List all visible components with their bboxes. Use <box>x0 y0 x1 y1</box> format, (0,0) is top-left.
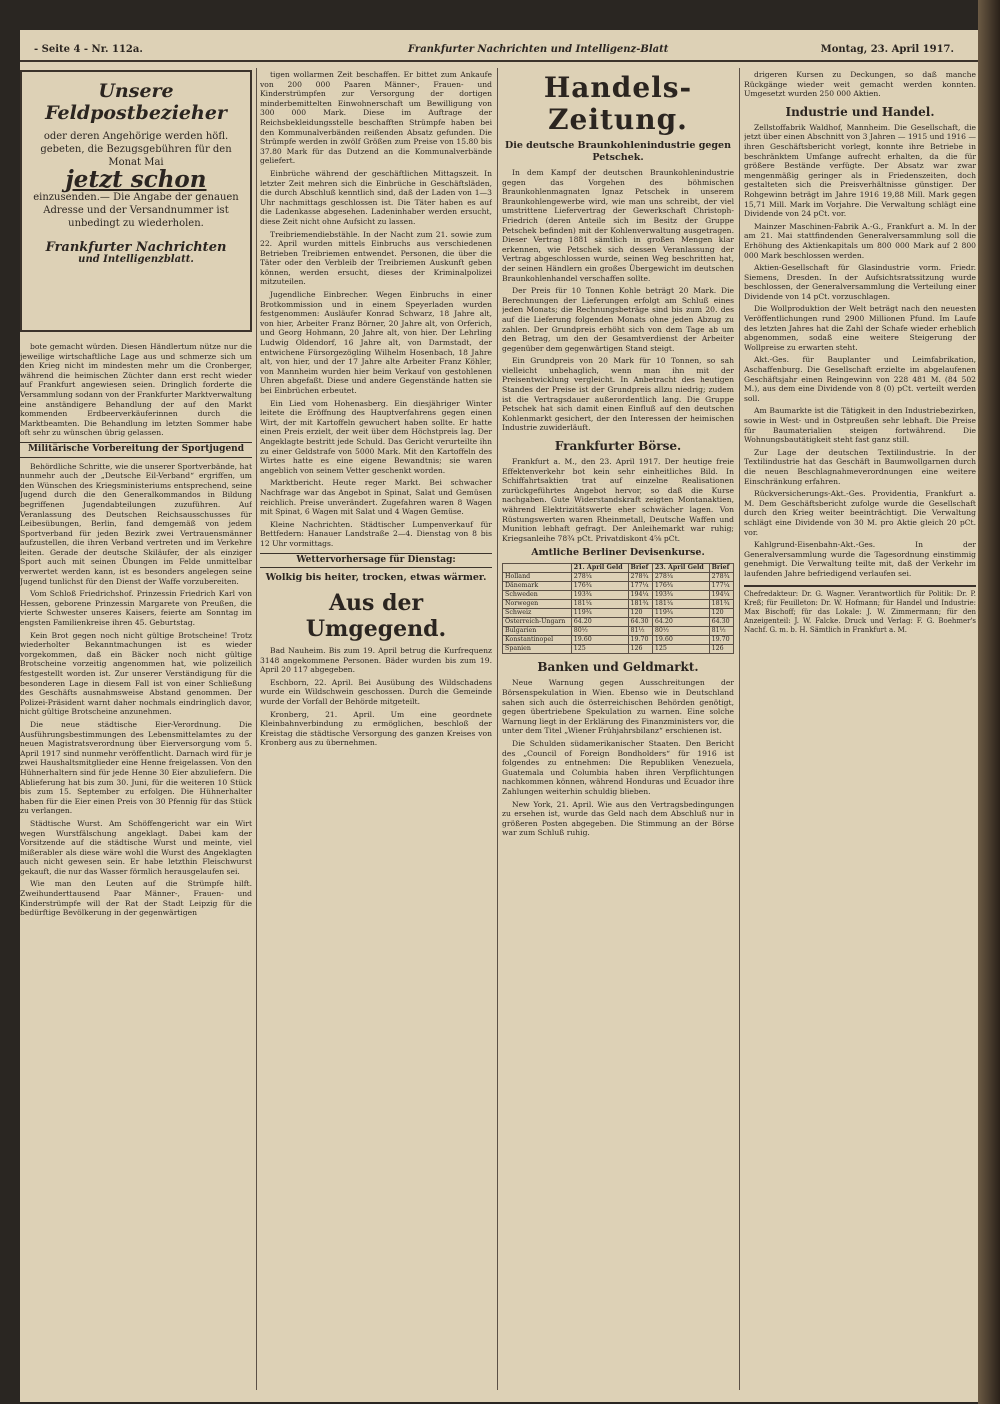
article-paragraph: Frankfurt a. M., den 23. April 1917. Der heutige freie Effektenverkehr bot kein sehr einheitliches Bild. In Schiffahrtsaktien trat auf einzelne Realisationen zurückgeführtes Angebot hervor, so daß die Kurse nachgaben. Gute Widerstandskraft zeigten Montanaktien, während Elektrizitätswerte eher schwächer lagen. Von Rüstungswerten waren Rheinmetall, Deutsche Waffen und Munition lebhaft gefragt. Der Anleihemarkt war ruhig; Kriegsanleihe 78¾ pCt. Privatdiskont 4⅝ pCt. <box>502 457 734 543</box>
article-paragraph: Ein Lied vom Hohenasberg. Ein diesjähriger Winter leitete die Eröffnung des Hauptverfahrens gegen einen Wirt, der mit Kartoffeln gewuchert haben sollte. Er hatte einen Preis erzielt, der weit über dem Höchstpreis lag. Der Angeklagte bestritt jede Schuld. Das Gericht verurteilte ihn zu einer Geldstrafe von 5000 Mark. Mit den Kartoffeln des Wirtes hatte es eine eigene Bewandtnis; sie waren angeblich von seinem Vetter geschenkt worden. <box>260 398 492 475</box>
table-cell: 193¾ <box>652 591 709 600</box>
table-row <box>503 618 734 627</box>
subscription-ad <box>20 70 252 332</box>
table-cell: 81½ <box>709 627 733 636</box>
table-header-cell: Brief <box>628 564 652 573</box>
article-paragraph: Die Wollproduktion der Welt beträgt nach den neuesten Veröffentlichungen rund 2900 Millionen Pfund. Im Laufe des letzten Jahres hat die Zahl der Schafe wieder erheblich abgenommen, sodaß eine weitere Steigerung der Wollpreise zu erwarten steht. <box>744 304 976 352</box>
article-heading-banken: Banken und Geldmarkt. <box>537 660 699 675</box>
masthead: Frankfurter Nachrichten und Intelligenz-Blatt <box>408 44 669 55</box>
table-header-cell <box>503 564 572 573</box>
table-body <box>503 573 734 654</box>
table-header-cell: Brief <box>709 564 733 573</box>
table-cell: 120 <box>709 609 733 618</box>
table-cell: Dänemark <box>503 582 572 591</box>
article-paragraph: Aktien-Gesellschaft für Glasindustrie vorm. Friedr. Siemens, Dresden. In der Aufsichtsratssitzung wurde beschlossen, der Generalversammlung die Verteilung einer Dividende von 14 pCt. vorzuschlagen. <box>744 263 976 301</box>
article-paragraph: Treibriemendiebstähle. In der Nacht zum 21. sowie zum 22. April wurden mittels Einbruchs aus verschiedenen Betrieben Treibriemen entwendet. Personen, die über die Täter oder den Verbleib der Treibriemen Auskunft geben können, werden ersucht, dieses der Kriminalpolizei mitzuteilen. <box>260 229 492 287</box>
table-cell: 278¼ <box>652 573 709 582</box>
article-heading: Militärische Vorbereitung der Sportjugend <box>20 442 252 458</box>
article-paragraph: Mainzer Maschinen-Fabrik A.-G., Frankfurt a. M. In der am 21. Mai stattfindenden Generalversammlung soll die Erhöhung des Aktienkapitals um 800 000 Mark auf 2 800 000 Mark beschlossen werden. <box>744 221 976 260</box>
section-heading-umgegend: Aus der Umgegend. <box>305 590 447 643</box>
article-paragraph: Bad Nauheim. Bis zum 19. April betrug die Kurfrequenz 3148 angekommene Personen. Bäder wurden bis zum 19. April 20 117 abgegeben. <box>260 646 492 675</box>
table-cell: 176¾ <box>652 582 709 591</box>
article-paragraph: Vom Schloß Friedrichshof. Prinzessin Friedrich Karl von Hessen, geborene Prinzessin Margarete von Preußen, die vierte Schwester unseres Kaisers, feierte am Sonntag im engsten Familienkreise ihren 45. Geburtstag. <box>20 589 252 628</box>
article-paragraph: Ein Grundpreis von 20 Mark für 10 Tonnen, so sah vielleicht unbehaglich, wenn man ihn mit der Preisentwicklung vergleicht. In Anbetracht des heutigen Standes der Preise ist der Grundpreis allzu niedrig; zudem ist die Vertragsdauer außerordentlich lang. Die Gruppe Petschek hat sich damit einen Einfluß auf den deutschen Kohlenmarkt gesichert, der den Interessen der heimischen Industrie zuwiderläuft. <box>502 356 734 433</box>
table-row <box>503 573 734 582</box>
column-3 <box>502 70 734 1390</box>
table-row <box>503 627 734 636</box>
ad-signature-sub: und Intelligenzblatt. <box>78 253 194 265</box>
table-cell: 126 <box>709 645 733 654</box>
table-cell: 125 <box>571 645 628 654</box>
table-header-row <box>503 564 734 573</box>
weather-heading: Wettervorhersage für Dienstag: <box>260 553 492 569</box>
table-cell: 177¼ <box>628 582 652 591</box>
newspaper-page <box>20 30 980 1402</box>
table-cell: 126 <box>628 645 652 654</box>
page-edge-shadow <box>978 0 1000 1404</box>
table-cell: 181¼ <box>571 600 628 609</box>
table-cell: 64.20 <box>571 618 628 627</box>
ad-signature: Frankfurter Nachrichten <box>45 239 227 255</box>
table-cell: 194¼ <box>628 591 652 600</box>
article-heading-boerse: Frankfurter Börse. <box>554 439 682 454</box>
table-cell: 181¼ <box>652 600 709 609</box>
table-row <box>503 645 734 654</box>
table-cell: 80½ <box>571 627 628 636</box>
table-cell: 119¾ <box>571 609 628 618</box>
article-paragraph: Städtische Wurst. Am Schöffengericht war ein Wirt wegen Wurstfälschung angeklagt. Dabei kam der Vorsitzende auf die städtische Wurst und meinte, viel mißerabler als diese wäre wohl die Wurst des Angeklagten auch nicht gewesen sein. Er habe letzthin Fleischwurst gekauft, die nur das Wasser förmlich herausgelaufen sei. <box>20 818 252 876</box>
article-paragraph: Wie man den Leuten auf die Strümpfe hilft. Zweihunderttausend Paar Männer-, Frauen- und Kinderstrümpfe will der Rat der Stadt Leipzig für die bedürftige Bevölkerung in der gegenwärtigen <box>20 879 252 918</box>
column-2 <box>260 70 492 1390</box>
table-cell: 19.60 <box>571 636 628 645</box>
article-paragraph: Die Schulden südamerikanischer Staaten. Den Bericht des „Council of Foreign Bondholders“ für 1916 ist folgendes zu entnehmen: Die Republiken Venezuela, Guatemala und Columbia haben ihren Verpflichtungen nachkommen können, während Honduras und Ecuador ihre Zahlungen weiterhin schuldig blieben. <box>502 738 734 796</box>
article-paragraph: drigeren Kursen zu Deckungen, so daß manche Rückgänge wieder weit gemacht werden konnten. Umgesetzt wurden 250 000 Aktien. <box>744 70 976 99</box>
column-divider <box>739 68 740 1390</box>
weather-forecast: Wolkig bis heiter, trocken, etwas wärmer. <box>265 572 487 584</box>
article-paragraph: bote gemacht würden. Diesen Händlertum nütze nur die jeweilige wirtschaftliche Lage aus und schmerze sich um den Krieg nicht im mindesten mehr um die Cronberger, während die heimischen Züchter dann erst recht wieder auf Frankfurt angewiesen seien. Dringlich forderte die Versammlung sodann von der Frankfurter Marktverwaltung eine anständigere Behandlung der auf den Markt kommenden Erdbeerverkäuferinnen durch die Marktbeamten. Die Behandlung im letzten Sommer habe oft sehr zu wünschen übrig gelassen. <box>20 342 252 438</box>
article-paragraph: Behördliche Schritte, wie die unserer Sportverbände, hat nunmehr auch der „Deutsche Eil-Verband“ ergriffen, um den Wünschen des Kriegsministeriums entsprechend, seine Jugend durch die den Generalkommandos in Bildung begriffenen Jugendabteilungen zuzuführen. Auf Veranlassung des Deutschen Reichsausschusses für Leibesübungen, Berlin, fand demgemäß von jedem Sportverband für jeden Bezirk zwei Vertrauensmänner aufzustellen, die ihren Verband vertreten und im Verkehre leiten. Gerade der deutsche Skiläufer, der als einziger Sport auch mit seinen Übungen im Felde unmittelbar verwertet werden kann, ist es besonders angelegen seine Jugend tunlichst für den Dienst der Waffe vorzubereiten. <box>20 461 252 586</box>
table-cell: 19.70 <box>628 636 652 645</box>
article-paragraph: Eschborn, 22. April. Bei Ausübung des Wildschadens wurde ein Wildschwein geschossen. Durch die Gemeinde wurde der Vorfall der Behörde mitgeteilt. <box>260 677 492 707</box>
article-paragraph: Kahlgrund-Eisenbahn-Akt.-Ges. In der Generalversammlung wurde die Tagesordnung einstimmig genehmigt. Die Verwaltung teilte mit, daß der Verkehr im laufenden Jahre befriedigend verlaufen sei. <box>744 540 976 578</box>
table-cell: Schweden <box>503 591 572 600</box>
ad-highlight: jetzt schon <box>65 166 207 193</box>
article-paragraph: Kein Brot gegen noch nicht gültige Brotscheine! Trotz wiederholter Bekanntmachungen ist es wieder vorgekommen, daß ein Bäcker noch nicht gültige Brotscheine vorzeitig angenommen hat, wie polizeilich festgestellt worden ist. Zur unserer Verständigung für die besonderen Lage in diesem Fall ist von einer Schließung des Geschäfts ausnahmsweise Abstand genommen. Der Polizei-Präsident warnt daher nochmals eindringlich davor, nicht gültige Brotscheine anzunehmen. <box>20 630 252 717</box>
article-paragraph: Zellstoffabrik Waldhof, Mannheim. Die Gesellschaft, die jetzt über einen Abschnitt von 3 Jahren — 1915 und 1916 — ihren Geschäftsbericht vorlegt, konnte ihre Betriebe in beschränktem Umfange aufrecht erhalten, da die für größere Bestände verfügte. Der Absatz war zwar mengenmäßig geringer als in Friedenszeiten, doch gestalteten sich die Preisverhältnisse günstiger. Der Rohgewinn beträgt im Jahre 1916 19,88 Mill. Mark gegen 15,71 Mill. Mark im Vorjahre. Die Verwaltung schlägt eine Dividende von 24 pCt. vor. <box>744 122 976 219</box>
article-heading: Die deutsche Braunkohlenindustrie gegen Petschek. <box>504 140 731 163</box>
section-heading-industrie: Industrie und Handel. <box>785 104 935 119</box>
ad-text: einzusenden.— Die Angabe der genauen Adresse und der Versandnummer ist unbedingt zu wiederholen. <box>33 191 239 229</box>
article-paragraph: tigen wollarmen Zeit beschaffen. Er bittet zum Ankaufe von 200 000 Paaren Männer-, Frauen- und Kinderstrümpfen zur Versorgung der dortigen minderbemittelten Einwohnerschaft um Bewilligung von 300 000 Mark. Diese im Auftrage der Reichsbekleidungsstelle beschafften Strümpfe haben bei den Kommunalverbänden reißenden Absatz gefunden. Die Strümpfe werden in zwölf Größen zum Preise von 15.80 bis 37.80 Mark für das Dutzend an die Kommunalverbände geliefert. <box>260 70 492 166</box>
table-cell: Spanien <box>503 645 572 654</box>
article-paragraph: Am Baumarkte ist die Tätigkeit in den Industriebezirken, sowie in West- und in Ostpreußen sehr lebhaft. Die Preise für Baumaterialien steigen fortwährend. Die Wohnungsbautätigkeit steht fast ganz still. <box>744 406 976 445</box>
table-row <box>503 582 734 591</box>
table-cell: Schweiz <box>503 609 572 618</box>
table-row <box>503 600 734 609</box>
column-4 <box>744 70 976 1390</box>
exchange-rate-table <box>502 563 734 654</box>
imprint: Chefredakteur: Dr. G. Wagner. Verantwortlich für Politik: Dr. P. Kreß; für Feuilleton: Dr. W. Hofmann; für Handel und Industrie: Max Bischoff; für das Lokale: J. W. Zimmermann; für den Anzeigenteil: J. W. Falcke. Druck und Verlag: F. G. Boehmer's Nachf. G. m. b. H. Sämtlich in Frankfurt a. M. <box>744 585 976 635</box>
ad-text: oder deren Angehörige werden höfl. gebeten, die Bezugsgebühren für den Monat Mai <box>40 131 232 168</box>
table-cell: 193¾ <box>571 591 628 600</box>
article-paragraph: In dem Kampf der deutschen Braunkohlenindustrie gegen das Vorgehen des böhmischen Braunkohlenmagnaten Ignaz Petschek in unserem Braunkohlengewerbe wird, wie man uns schreibt, der viel umstrittene Liefervertrag der Gewerkschaft Christoph-Friedrich (deren Anteile sich im Besitz der Gruppe Petschek befinden) mit der Kohlenverwaltung ausgetragen. Dieser Vertrag 1881 sämtlich in großen Mengen klar erkennen, wie Petschek sich dessen Veranlassung der Vertrag abgeschlossen wurde, seinen Weg beschritten hat, der seinen Händlern ein großes Übergewicht im deutschen Braunkohlenhandel verschaffen sollte. <box>502 168 734 283</box>
ad-title: Unsere Feldpostbezieher <box>45 80 227 124</box>
table-cell: 120 <box>628 609 652 618</box>
article-paragraph: Marktbericht. Heute reger Markt. Bei schwacher Nachfrage war das Angebot in Spinat, Salat und Gemüsen reichlich. Preise unverändert. Zugefahren waren 8 Wagen mit Spinat, 6 Wagen mit Salat und 4 Wagen Gemüse. <box>260 478 492 517</box>
table-cell: 177¼ <box>709 582 733 591</box>
table-cell: 194¼ <box>709 591 733 600</box>
article-paragraph: Einbrüche während der geschäftlichen Mittagszeit. In letzter Zeit mehren sich die Einbrüche in Geschäftsläden, die durch Abschluß kenntlich sind, daß der Laden von 1—3 Uhr nachmittags geschlossen ist. Die Täter haben es auf die Ladenkasse abgesehen. Ladeninhaber werden ersucht, diese Zeit nicht ohne Aufsicht zu lassen. <box>260 168 492 226</box>
article-paragraph: New York, 21. April. Wie aus den Vertragsbedingungen zu ersehen ist, wurde das Geld nach dem Abschluß nur in größeren Posten abgegeben. Die Stimmung an der Börse war zum Schluß ruhig. <box>502 799 734 838</box>
article-paragraph: Akt.-Ges. für Bauplanter und Leimfabrikation, Aschaffenburg. Die Gesellschaft erzielte im abgelaufenen Geschäftsjahr einen Reingewinn von 228 481 M. (84 502 M.), aus dem eine Dividende von 8 (0) pCt. verteilt werden soll. <box>744 355 976 403</box>
table-cell: 64.30 <box>628 618 652 627</box>
article-paragraph: Rückversicherungs-Akt.-Ges. Providentia, Frankfurt a. M. Dem Geschäftsbericht zufolge wurde die Gesellschaft durch den Krieg weiter beeinträchtigt. Die Verwaltung schlägt eine Dividende von 30 M. pro Aktie gleich 20 pCt. vor. <box>744 489 976 537</box>
table-cell: 181¾ <box>628 600 652 609</box>
table-cell: Konstantinopel <box>503 636 572 645</box>
table-cell: 278¼ <box>571 573 628 582</box>
page-header <box>20 44 980 60</box>
table-cell: 125 <box>652 645 709 654</box>
table-cell: Norwegen <box>503 600 572 609</box>
table-row <box>503 609 734 618</box>
table-cell: 278¾ <box>709 573 733 582</box>
header-rule <box>20 60 980 62</box>
table-cell: 64.20 <box>652 618 709 627</box>
table-cell: 19.70 <box>709 636 733 645</box>
table-header-cell: 23. April Geld <box>652 564 709 573</box>
table-cell: 176¾ <box>571 582 628 591</box>
table-cell: Bulgarien <box>503 627 572 636</box>
table-row <box>503 636 734 645</box>
article-paragraph: Zur Lage der deutschen Textilindustrie. In der Textilindustrie hat das Geschäft in Baumwollgarnen durch die neuen Beschlagnahmeverordnungen eine weitere Einschränkung erfahren. <box>744 447 976 486</box>
article-paragraph: Kleine Nachrichten. Städtischer Lumpenverkauf für Bettfedern: Hanauer Landstraße 2—4. Dienstag von 8 bis 12 Uhr vormittags. <box>260 519 492 548</box>
table-caption: Amtliche Berliner Devisenkurse. <box>531 547 705 559</box>
table-cell: 119¾ <box>652 609 709 618</box>
table-header-cell: 21. April Geld <box>571 564 628 573</box>
table-cell: 19.60 <box>652 636 709 645</box>
table-cell: 64.30 <box>709 618 733 627</box>
column-1 <box>20 70 252 1390</box>
table-cell: 80½ <box>652 627 709 636</box>
column-divider <box>497 68 498 1390</box>
table-cell: 278¾ <box>628 573 652 582</box>
article-paragraph: Die neue städtische Eier-Verordnung. Die Ausführungsbestimmungen des Lebensmittelamtes zu der neuen Magistratsverordnung über Eierversorgung vom 5. April 1917 sind nunmehr veröffentlicht. Darnach wird für je zwei Haushaltsmitglieder eine Henne freigelassen. Von den Hühnerhaltern sind für jede Henne 30 Eier abzuliefern. Die Ablieferung hat bis zum 30. Juni, für die weiteren 10 Stück bis zum 15. September zu erfolgen. Die Hühnerhalter haben für die Eier einen Preis von 30 Pfennig für das Stück zu verlangen. <box>20 719 252 816</box>
table-cell: Holland <box>503 573 572 582</box>
table-cell: Österreich-Ungarn <box>503 618 572 627</box>
issue-date: Montag, 23. April 1917. <box>820 44 954 55</box>
table-row <box>503 591 734 600</box>
article-paragraph: Jugendliche Einbrecher. Wegen Einbruchs in einer Brotkommission und in einem Speyerladen wurden festgenommen: Ausläufer Konrad Schwarz, 18 Jahre alt, von hier, Arbeiter Franz Börner, 20 Jahre alt, von Orferich, und Georg Hohmann, 20 Jahre alt, von hier. Der Lehrling Ludwig Oldendorf, 16 Jahre alt, von Darmstadt, der entwichene Fürsorgezögling Wilhelm Hosenbach, 18 Jahre alt, von hier, und der 17 Jahre alte Arbeiter Franz Köhler, von Mannheim wurden hier beim Verkauf von gestohlenen Uhren abgefaßt. Diese und andere Gegenstände hatten sie bei Einbrüchen erbeutet. <box>260 290 492 395</box>
table-cell: 81½ <box>628 627 652 636</box>
article-paragraph: Kronberg, 21. April. Um eine geordnete Kleinbahnverbindung zu ermöglichen, beschloß der Kreistag die städtische Versorgung des ganzen Kreises von Kronberg aus zu übernehmen. <box>260 709 492 748</box>
column-divider <box>256 68 257 1390</box>
article-paragraph: Neue Warnung gegen Ausschreitungen der Börsenspekulation in Wien. Ebenso wie in Deutschland sahen sich auch die österreichischen Behörden genötigt, gegen übertriebene Spekulation zu warnen. Eine solche Warnung liegt in der Erklärung des Finanzministers vor, die unter dem Titel „Wiener Frühjahrsbilanz“ erschienen ist. <box>502 678 734 736</box>
section-title-handels-zeitung: Handels-Zeitung. <box>543 71 693 136</box>
page-number: - Seite 4 - Nr. 112a. <box>34 44 143 55</box>
table-cell: 181¾ <box>709 600 733 609</box>
article-paragraph: Der Preis für 10 Tonnen Kohle beträgt 20 Mark. Die Berechnungen der Lieferungen erfolgt am Schluß eines jeden Monats; die Rechnungsbeträge sind bis zum 20. des auf die Lieferung folgenden Monats ohne jeden Abzug zu zahlen. Der Grundpreis erhöht sich von dem Tage ab um den Betrag, um den der Gesamtverdienst der Arbeiter gegenüber dem gegenwärtigen Stand steigt. <box>502 286 734 353</box>
